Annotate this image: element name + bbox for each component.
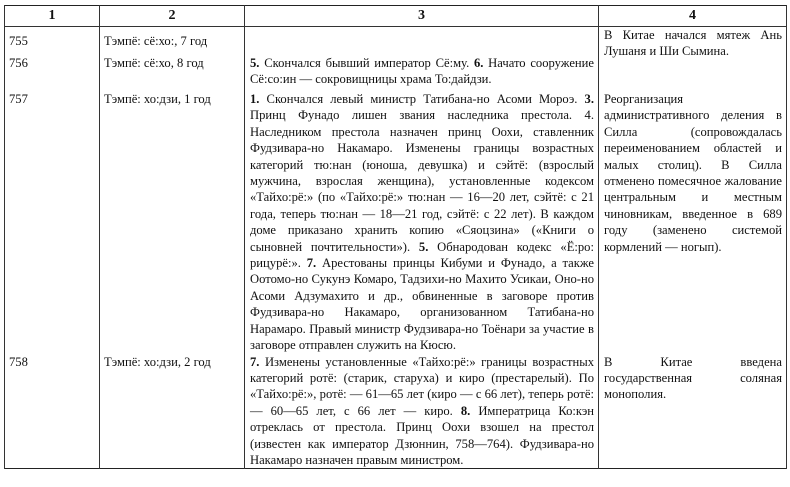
event-text: Императрица Ко:кэн отреклась от престола. Принц Оохи взошел на престол (известен как император Дзюннин, 758—764). Фудзивара-но Накамаро назначен правым министром.	[250, 403, 594, 467]
year-cell: 757	[5, 91, 100, 354]
event-number: 5.	[250, 56, 260, 70]
japan-events-cell	[245, 91, 599, 354]
header-row	[5, 6, 787, 27]
event-number: 7.	[250, 354, 260, 369]
event-text: Скончался бывший император Сё:му.	[259, 56, 474, 70]
chronology-table	[4, 5, 787, 469]
table-row	[5, 91, 787, 354]
event-number: 5.	[418, 239, 429, 254]
abroad-events-cell: Реорганизация административного деления в Силла (сопровождалась переименованием областей и малых столиц). В Силла отменено помесячное жалование центральным и местным чиновникам, введенное в 689 году (заменено системой кормлений — ногып).	[599, 91, 787, 354]
column-header-4: 4	[599, 6, 787, 27]
event-number: 6.	[473, 56, 484, 70]
year-cell: 755	[5, 27, 100, 56]
table-row	[5, 354, 787, 469]
era-cell: Тэмпё: сё:хо:, 7 год	[100, 27, 245, 56]
abroad-events-cell: В Китае начался мятеж Ань Лушаня и Ши Сымина.	[599, 27, 787, 92]
event-number: 8.	[460, 403, 471, 418]
era-cell: Тэмпё: хо:дзи, 1 год	[100, 91, 245, 354]
column-header-1: 1	[5, 6, 100, 27]
year-cell: 758	[5, 354, 100, 469]
event-text: Изменены установленные «Тайхо:рё:» границы возрастных категорий ротё: (старик, старуха) и киро (престарелый). По «Тайхо:рё:», ротё: — 61—65 лет (киро — с 66 лет), теперь ротё: — 60—65 лет, с 66 лет — киро.	[250, 354, 594, 418]
column-header-3: 3	[245, 6, 599, 27]
event-number: 1.	[250, 92, 260, 106]
event-text: Принц Фунадо лишен звания наследника престола. 4. Наследником престола назначен принц Оохи, ставленник Фудзивара-но Накамаро. Изменены границы возрастных категорий тю:нан (юноша, девушка) и сэйтё: (взрослый мужчина, взрослая женщина), установленные кодексом «Тайхо:рё:» (по «Тайхо:рё:» тю:нан — 16—20 лет, сэйтё: с 21 года, теперь тю:нан — 18—21 год, сэйтё: с 22 лет). В каждом доме приказано хранить копию «Сяоцзина» («Книги о сыновней почтительности»).	[250, 108, 594, 254]
year-cell: 756	[5, 55, 100, 91]
event-number: 7.	[306, 256, 317, 271]
event-text: Начато сооружение Сё:со:ин — сокровищницы храма То:дайдзи.	[250, 56, 594, 87]
event-text: Обнародован кодекс «Ё:ро: рицурё:».	[250, 239, 594, 271]
event-text: Скончался левый министр Татибана-но Асоми Мороэ.	[259, 92, 585, 106]
japan-events-cell	[245, 27, 599, 56]
column-header-2: 2	[100, 6, 245, 27]
japan-events-cell	[245, 354, 599, 469]
era-cell: Тэмпё: хо:дзи, 2 год	[100, 354, 245, 469]
event-text: Арестованы принцы Кибуми и Фунадо, а также Оотомо-но Сукунэ Комаро, Тадзихи-но Махито Усикаи, Оно-но Асоми Адзумахито и др., обвиненные в заговоре против Фудзивара-но Накамаро, организованном Татибана-но Нарамаро. Правый министр Фудзивара-но Тоёнари за участие в заговоре отправлен служить на Кюсю.	[250, 256, 594, 353]
table-row	[5, 27, 787, 56]
japan-events-cell	[245, 55, 599, 91]
era-cell: Тэмпё: сё:хо, 8 год	[100, 55, 245, 91]
event-number: 3.	[584, 92, 594, 106]
abroad-events-cell: В Китае введена государственная соляная монополия.	[599, 354, 787, 469]
